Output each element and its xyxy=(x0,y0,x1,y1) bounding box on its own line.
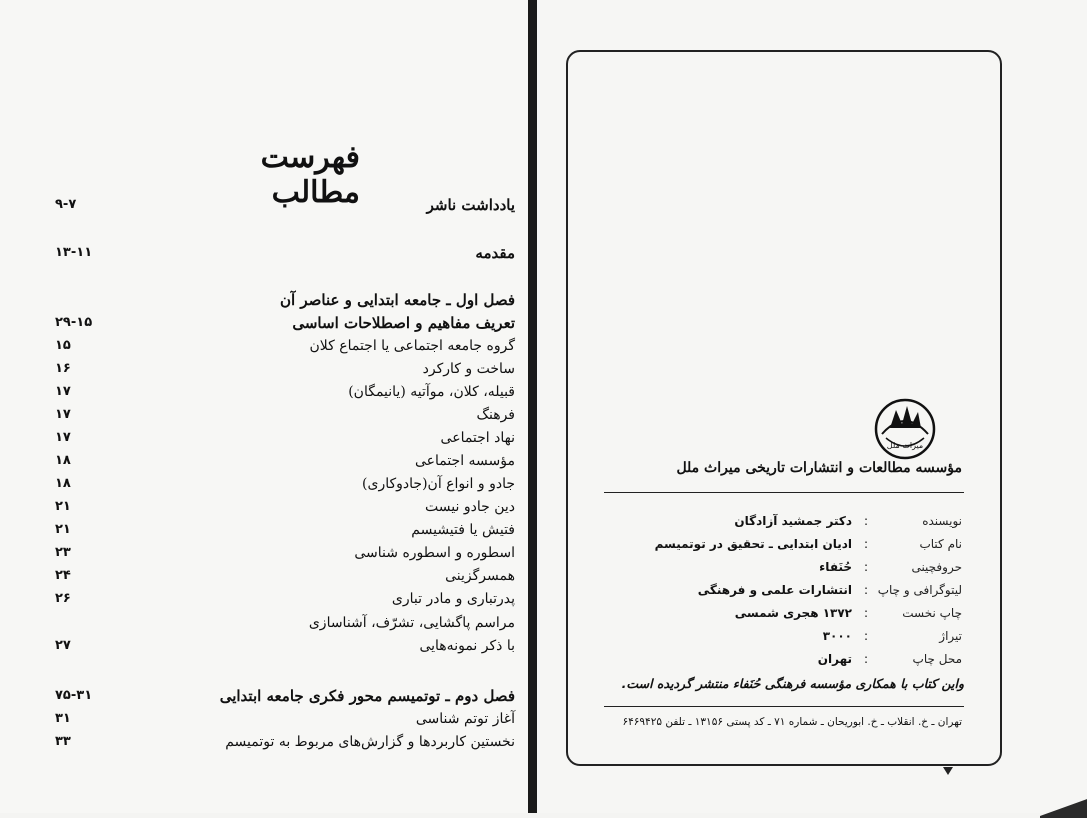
toc-entry-text: گروه جامعه اجتماعی یا اجتماع کلان xyxy=(309,338,515,354)
toc-entry xyxy=(55,496,515,518)
page-corner-decoration xyxy=(1040,788,1087,818)
info-row xyxy=(600,533,962,555)
info-label: تیراژ xyxy=(939,629,962,643)
toc-entry xyxy=(55,358,515,380)
toc-entry xyxy=(55,427,515,449)
info-value: تهران xyxy=(817,652,852,666)
toc-entry-text: اسطوره و اسطوره شناسی xyxy=(354,545,515,561)
toc-entry-text: فصل اول ـ جامعه ابتدایی و عناصر آن xyxy=(279,291,515,309)
toc-entry-text: مؤسسه اجتماعی xyxy=(414,453,515,469)
toc-entry-text: مراسم پاگشایی، تشرّف، آشناسازی xyxy=(308,615,515,631)
toc-entry xyxy=(55,708,515,730)
publisher-address: تهران ـ خ. انقلاب ـ خ. ابوریحان ـ شماره ۷۱ ـ کد پستی ۱۳۱۵۶ ـ تلفن ۶۴۶۹۴۲۵ xyxy=(622,716,962,728)
toc-entry-pages: ۲۱ xyxy=(55,522,71,537)
info-row xyxy=(600,510,962,532)
info-colon: : xyxy=(863,560,868,574)
info-row xyxy=(600,556,962,578)
toc-entry-text: آغاز توتم شناسی xyxy=(415,711,515,727)
info-label: لیتوگرافی و چاپ xyxy=(877,583,962,597)
info-value: حُنَفاء xyxy=(819,560,852,574)
info-colon: : xyxy=(863,583,868,597)
info-value: ادیان ابتدایی ـ تحقیق در توتمیسم xyxy=(654,537,852,551)
info-row xyxy=(600,648,962,670)
toc-entry-pages: ۲۷ xyxy=(55,638,71,653)
toc-entry-pages: ۱۸ xyxy=(55,453,71,468)
info-value: ۳۰۰۰ xyxy=(822,629,852,643)
toc-entry xyxy=(55,588,515,610)
toc-entry xyxy=(55,312,515,334)
toc-entry-pages: ۲۱ xyxy=(55,499,71,514)
toc-entry-text: با ذکر نمونه‌هایی xyxy=(419,638,515,654)
info-row xyxy=(600,602,962,624)
toc-entry xyxy=(55,381,515,403)
toc-entry-pages: ۱۵ xyxy=(55,338,71,353)
publisher-logo-icon xyxy=(874,398,936,460)
info-value: ۱۳۷۲ هجری شمسی xyxy=(734,606,852,620)
toc-entry xyxy=(55,542,515,564)
toc-entry-text: نخستین کاربردها و گزارش‌های مربوط به توتمیسم xyxy=(225,734,515,750)
toc-entry xyxy=(55,242,515,264)
toc-entry xyxy=(55,194,515,216)
toc-entry-pages: ۷۵-۳۱ xyxy=(55,688,93,703)
toc-entry xyxy=(55,635,515,657)
toc-entry-text: دین جادو نیست xyxy=(425,499,515,515)
divider xyxy=(604,492,964,493)
toc-entry-text: نهاد اجتماعی xyxy=(440,430,515,446)
toc-entry-pages: ۳۳ xyxy=(55,734,71,749)
info-row xyxy=(600,625,962,647)
info-label: چاپ نخست xyxy=(902,606,962,620)
toc-entry-pages: ۲۹-۱۵ xyxy=(55,315,93,330)
toc-entry xyxy=(55,685,515,707)
info-value: دکتر جمشید آزادگان xyxy=(734,514,852,528)
toc-entry-text: فرهنگ xyxy=(476,407,515,423)
toc-entry xyxy=(55,612,515,634)
divider xyxy=(604,706,964,707)
toc-entry xyxy=(55,473,515,495)
info-value: انتشارات علمی و فرهنگی xyxy=(697,583,852,597)
book-gutter xyxy=(528,0,537,813)
toc-entry xyxy=(55,335,515,357)
info-colon: : xyxy=(863,629,868,643)
toc-entry-text: ساخت و کارکرد xyxy=(422,361,515,377)
toc-title: فهرست مطالب xyxy=(260,140,360,210)
toc-entry-pages: ۱۳-۱۱ xyxy=(55,245,93,260)
logo-text: میراث ملل xyxy=(886,441,924,450)
info-row xyxy=(600,579,962,601)
toc-entry-pages: ۹-۷ xyxy=(55,197,77,212)
info-colon: : xyxy=(863,537,868,551)
toc-entry xyxy=(55,731,515,753)
toc-entry-pages: ۱۷ xyxy=(55,407,71,422)
toc-entry-pages: ۱۷ xyxy=(55,384,71,399)
publisher-name: مؤسسه مطالعات و انتشارات تاریخی میراث ملل xyxy=(676,460,962,476)
toc-entry-pages: ۲۳ xyxy=(55,545,71,560)
toc-entry-text: یادداشت ناشر xyxy=(426,196,515,214)
toc-entry xyxy=(55,519,515,541)
toc-entry-pages: ۳۱ xyxy=(55,711,71,726)
toc-entry-text: فصل دوم ـ توتمیسم محور فکری جامعه ابتدایی xyxy=(219,687,515,705)
toc-entry xyxy=(55,289,515,311)
toc-entry-text: پدرتباری و مادر تباری xyxy=(391,591,515,607)
toc-entry-pages: ۱۸ xyxy=(55,476,71,491)
toc-entry xyxy=(55,404,515,426)
toc-entry-text: فتیش یا فتیشیسم xyxy=(411,522,515,538)
info-label: حروفچینی xyxy=(911,560,962,574)
toc-entry-text: همسرگزینی xyxy=(445,568,515,584)
info-label: نام کتاب xyxy=(919,537,962,551)
toc-entry-pages: ۱۷ xyxy=(55,430,71,445)
info-label: نویسنده xyxy=(922,514,962,528)
toc-entry-pages: ۲۶ xyxy=(55,591,71,606)
toc-entry-text: تعریف مفاهیم و اصطلاحات اساسی xyxy=(292,314,515,332)
info-colon: : xyxy=(863,514,868,528)
toc-entry-text: جادو و انواع آن(جادوکاری) xyxy=(362,476,515,492)
info-colon: : xyxy=(863,606,868,620)
toc-entry xyxy=(55,450,515,472)
cooperation-note: واین کتاب با همکاری مؤسسه فرهنگی حُنَفاء منتشر گردیده است. xyxy=(621,676,964,691)
info-label: محل چاپ xyxy=(912,652,962,666)
toc-entry-text: مقدمه xyxy=(475,244,515,262)
toc-entry-pages: ۲۴ xyxy=(55,568,71,583)
toc-entry-text: قبیله، کلان، موآتیه (یانیمگان) xyxy=(348,384,515,400)
info-colon: : xyxy=(863,652,868,666)
frame-tick-mark xyxy=(943,767,953,775)
toc-entry xyxy=(55,565,515,587)
toc-entry-pages: ۱۶ xyxy=(55,361,71,376)
